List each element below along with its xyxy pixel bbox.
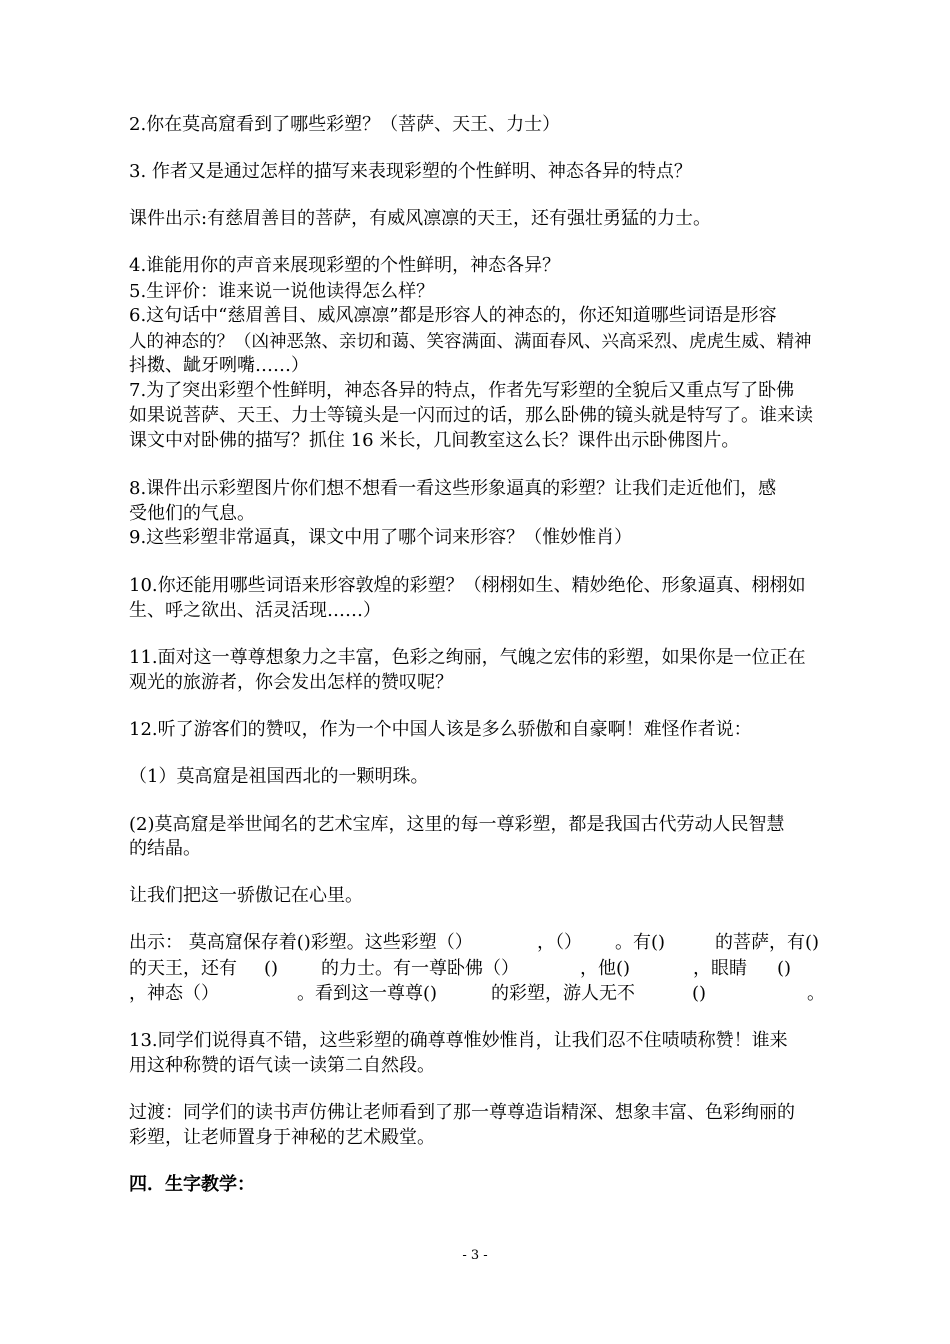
question-12: 12.听了游客们的赞叹，作为一个中国人该是多么骄傲和自豪啊！难怪作者说： [129, 719, 752, 740]
fill-segment: 的天王，还有 [129, 958, 237, 979]
fill-segment: 的菩萨，有() [715, 932, 820, 953]
question-4: 4.谁能用你的声音来展现彩塑的个性鲜明，神态各异？ [129, 255, 561, 276]
fill-in-row-2 [129, 957, 829, 981]
question-7-line-1: 7.为了突出彩塑个性鲜明，神态各异的特点，作者先写彩塑的全貌后又重点写了卧佛 [129, 380, 795, 401]
fill-segment: 的力士。有一尊卧佛（） [321, 958, 519, 979]
transition-line-1: 过渡：同学们的读书声仿佛让老师看到了那一尊尊造诣精深、想象丰富、色彩绚丽的 [129, 1102, 795, 1123]
question-10-line-1: 10.你还能用哪些词语来形容敦煌的彩塑？（栩栩如生、精妙绝伦、形象逼真、栩栩如 [129, 575, 806, 596]
remember-line: 让我们把这一骄傲记在心里。 [129, 885, 363, 906]
question-5: 5.生评价：谁来说一说他读得怎么样？ [129, 281, 435, 302]
question-11-line-2: 观光的旅游者，你会发出怎样的赞叹呢？ [129, 672, 453, 693]
question-13-line-1: 13.同学们说得真不错，这些彩塑的确尊尊惟妙惟肖，让我们忍不住啧啧称赞！谁来 [129, 1030, 788, 1051]
fill-segment: ，（） [537, 932, 582, 953]
fill-in-row-3 [129, 982, 829, 1006]
question-8-line-2: 受他们的气息。 [129, 503, 255, 524]
fill-segment: 。 [807, 983, 825, 1004]
fill-segment: 的彩塑，游人无不 [491, 983, 635, 1004]
question-6-line-2: 人的神态的？（凶神恶煞、亲切和蔼、笑容满面、满面春风、兴高采烈、虎虎生威、精神 [129, 332, 812, 352]
question-11-line-1: 11.面对这一尊尊想象力之丰富，色彩之绚丽，气魄之宏伟的彩塑，如果你是一位正在 [129, 647, 806, 668]
fill-in-row-1 [129, 931, 829, 955]
question-8-line-1: 8.课件出示彩塑图片你们想不想看一看这些形象逼真的彩塑？让我们走近他们，感 [129, 478, 777, 499]
question-13-line-2: 用这种称赞的语气读一读第二自然段。 [129, 1055, 435, 1076]
question-7-line-3: 课文中对卧佛的描写？抓住 16 米长，几间教室这么长？课件出示卧佛图片。 [129, 430, 740, 451]
fill-segment: () [692, 983, 707, 1004]
transition-line-2: 彩塑，让老师置身于神秘的艺术殿堂。 [129, 1127, 435, 1148]
courseware-text: 课件出示:有慈眉善目的菩萨，有威风凛凛的天王，还有强壮勇猛的力士。 [129, 208, 712, 229]
fill-segment: 。有() [615, 932, 666, 953]
fill-segment: 。看到这一尊尊() [297, 983, 438, 1004]
page-number: - 3 - [462, 1248, 488, 1263]
fill-segment: ，他() [580, 958, 631, 979]
fill-segment: ，神态（） [129, 983, 219, 1004]
question-3: 3. 作者又是通过怎样的描写来表现彩塑的个性鲜明、神态各异的特点？ [129, 161, 692, 182]
question-6-line-3: 抖擞、龇牙咧嘴……） [129, 355, 309, 376]
fill-segment: 出示： 莫高窟保存着()彩塑。这些彩塑（） [129, 932, 473, 953]
question-6-line-1: 6.这句话中“慈眉善目、威风凛凛”都是形容人的神态的，你还知道哪些词语是形容 [129, 305, 777, 326]
sentence-2-line-2: 的结晶。 [129, 838, 201, 859]
fill-segment: () [777, 958, 792, 979]
question-7-line-2: 如果说菩萨、天王、力士等镜头是一闪而过的话，那么卧佛的镜头就是特写了。谁来读 [129, 405, 813, 426]
fill-segment: ，眼睛 [693, 958, 747, 979]
fill-segment: () [264, 958, 279, 979]
sentence-1: （1）莫高窟是祖国西北的一颗明珠。 [129, 766, 429, 787]
question-10-line-2: 生、呼之欲出、活灵活现……） [129, 600, 381, 621]
sentence-2-line-1: (2)莫高窟是举世闻名的艺术宝库，这里的每一尊彩塑，都是我国古代劳动人民智慧 [129, 814, 785, 835]
question-9: 9.这些彩塑非常逼真，课文中用了哪个词来形容？（惟妙惟肖） [129, 527, 633, 548]
question-2: 2.你在莫高窟看到了哪些彩塑？（菩萨、天王、力士） [129, 114, 561, 135]
section-heading: 四．生字教学： [129, 1174, 255, 1195]
